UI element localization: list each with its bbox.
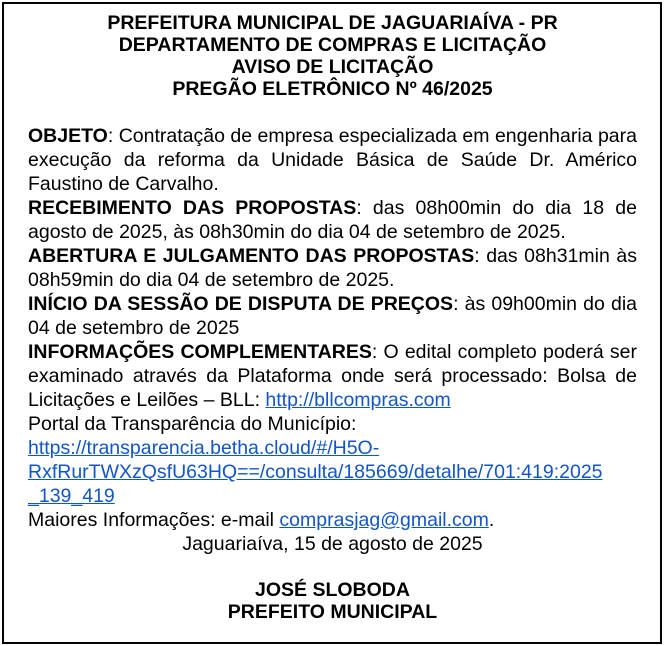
transparencia-link-line-1: https://transparencia.betha.cloud/#/H5O- — [28, 437, 380, 459]
transparencia-link[interactable] — [28, 436, 637, 508]
paragraph-maiores — [28, 508, 637, 532]
transparencia-link-line-2: RxfRurTWXzQsfU63HQ==/consulta/185669/detalhe/701:419:2025 — [28, 461, 603, 483]
header-line-auction-number: PREGÃO ELETRÔNICO Nº 46/2025 — [172, 78, 493, 100]
paragraph-inicio — [28, 292, 637, 340]
paragraph-transparencia-url — [28, 436, 637, 508]
document-header — [28, 12, 637, 100]
document-frame — [2, 2, 662, 644]
signature-name: JOSÉ SLOBODA — [255, 579, 410, 601]
signature-block — [28, 579, 637, 623]
paragraph-date: Jaguariaíva, 15 de agosto de 2025 — [182, 533, 483, 555]
signature-title: PREFEITO MUNICIPAL — [227, 601, 438, 623]
objeto-label: OBJETO — [28, 125, 108, 147]
informacoes-label: INFORMAÇÕES COMPLEMENTARES — [28, 341, 372, 363]
paragraph-recebimento — [28, 196, 637, 244]
document-body — [28, 124, 637, 556]
paragraph-portal: Portal da Transparência do Município: — [28, 413, 357, 435]
inicio-label: INÍCIO DA SESSÃO DE DISPUTA DE PREÇOS — [28, 293, 454, 315]
maiores-text: Maiores Informações: e-mail — [28, 509, 280, 531]
bll-compras-link[interactable]: http://bllcompras.com — [265, 389, 451, 411]
recebimento-text: : das 08h00min do dia 18 de agosto de 2025, às 08h30min do dia 04 de setembro de 2025. — [28, 197, 638, 243]
header-line-notice-type: AVISO DE LICITAÇÃO — [231, 56, 434, 78]
abertura-text: : das 08h31min às 08h59min do dia 04 de setembro de 2025. — [28, 245, 637, 291]
maiores-suffix: . — [488, 509, 495, 531]
informacoes-text: : O edital completo poderá ser examinado através da Plataforma onde será processado: Bolsa de Licitações e Leilões – BLL: — [28, 341, 637, 411]
header-line-department: DEPARTAMENTO DE COMPRAS E LICITAÇÃO — [118, 34, 547, 56]
paragraph-informacoes — [28, 340, 637, 412]
paragraph-objeto — [28, 124, 637, 196]
email-link[interactable]: comprasjag@gmail.com — [279, 509, 489, 531]
paragraph-abertura — [28, 244, 637, 292]
recebimento-label: RECEBIMENTO DAS PROPOSTAS — [28, 197, 357, 219]
header-line-municipality: PREFEITURA MUNICIPAL DE JAGUARIAÍVA - PR — [107, 12, 558, 34]
inicio-text: : às 09h00min do dia 04 de setembro de 2025 — [28, 293, 637, 339]
abertura-label: ABERTURA E JULGAMENTO DAS PROPOSTAS — [28, 245, 475, 267]
transparencia-link-line-3: _139_419 — [28, 485, 115, 507]
objeto-text: : Contratação de empresa especializada em engenharia para execução da reforma da Unidade Básica de Saúde Dr. Américo Faustino de Carvalho. — [28, 125, 637, 195]
